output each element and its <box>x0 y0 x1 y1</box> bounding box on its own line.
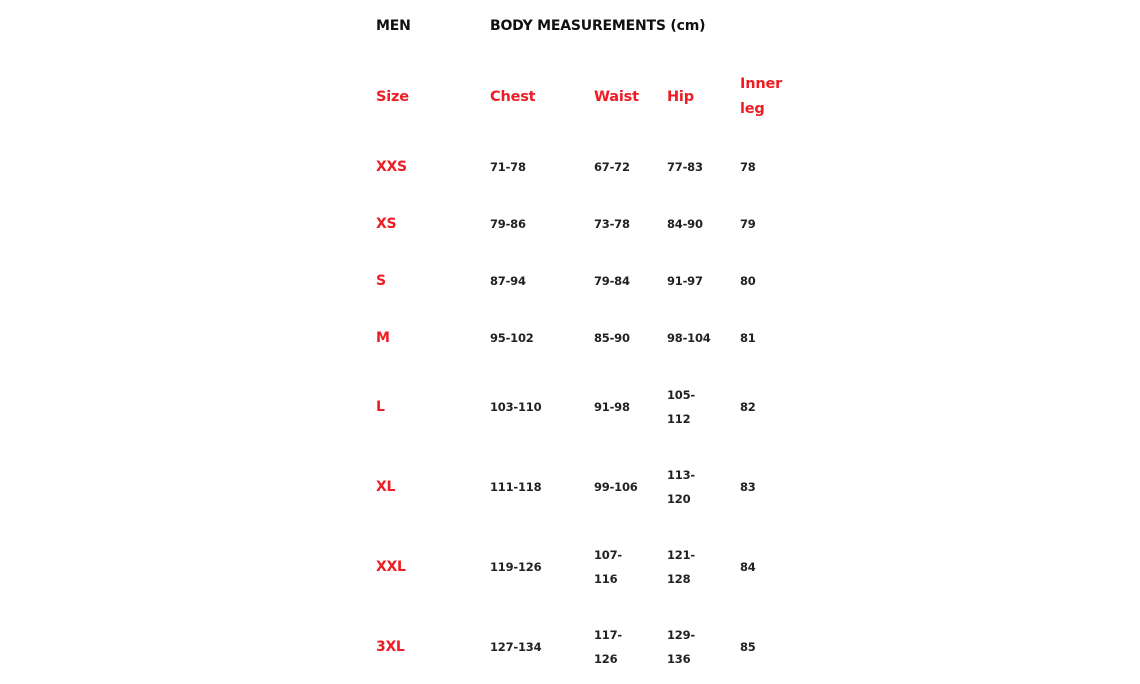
hip-value-line2: 112 <box>667 412 691 426</box>
size-label: 3XL <box>376 639 405 655</box>
chest-value: 71-78 <box>490 160 526 174</box>
waist-value-line2: 126 <box>594 652 618 666</box>
inner-leg-value: 84 <box>740 560 756 574</box>
size-label: XL <box>376 479 396 495</box>
chest-value: 79-86 <box>490 217 526 231</box>
chest-value: 87-94 <box>490 274 526 288</box>
table-row <box>376 383 796 431</box>
header-inner-leg-line1: Inner <box>740 76 783 92</box>
size-label: L <box>376 399 385 415</box>
size-label: S <box>376 273 386 289</box>
size-label: XXL <box>376 559 406 575</box>
header-row <box>376 72 796 122</box>
chest-value: 111-118 <box>490 480 542 494</box>
hip-value: 98-104 <box>667 331 711 345</box>
inner-leg-value: 82 <box>740 400 756 414</box>
waist-value <box>594 543 622 591</box>
inner-leg-value: 78 <box>740 160 756 174</box>
waist-value: 73-78 <box>594 217 630 231</box>
waist-value <box>594 623 622 671</box>
table-row <box>376 156 796 178</box>
size-chart-table <box>376 0 796 684</box>
section-label: BODY MEASUREMENTS (cm) <box>490 18 706 34</box>
waist-value-line2: 116 <box>594 572 618 586</box>
header-waist: Waist <box>594 89 639 105</box>
table-row <box>376 463 796 511</box>
hip-value-line2: 136 <box>667 652 691 666</box>
size-label: XS <box>376 216 397 232</box>
table-row <box>376 623 796 671</box>
title-row <box>376 18 796 40</box>
waist-value: 85-90 <box>594 331 630 345</box>
size-label: XXS <box>376 159 407 175</box>
waist-value: 91-98 <box>594 400 630 414</box>
waist-value: 79-84 <box>594 274 630 288</box>
inner-leg-value: 85 <box>740 640 756 654</box>
size-label: M <box>376 330 390 346</box>
waist-value: 99-106 <box>594 480 638 494</box>
waist-value-line1: 107- <box>594 548 622 562</box>
hip-value: 77-83 <box>667 160 703 174</box>
inner-leg-value: 80 <box>740 274 756 288</box>
header-chest: Chest <box>490 89 536 105</box>
table-row <box>376 213 796 235</box>
header-size: Size <box>376 89 409 105</box>
header-inner-leg <box>740 72 782 122</box>
waist-value-line1: 117- <box>594 628 622 642</box>
hip-value <box>667 383 695 431</box>
hip-value <box>667 623 695 671</box>
header-hip: Hip <box>667 89 694 105</box>
hip-value-line1: 121- <box>667 548 695 562</box>
hip-value: 84-90 <box>667 217 703 231</box>
chest-value: 119-126 <box>490 560 542 574</box>
waist-value: 67-72 <box>594 160 630 174</box>
inner-leg-value: 83 <box>740 480 756 494</box>
hip-value-line1: 105- <box>667 388 695 402</box>
inner-leg-value: 79 <box>740 217 756 231</box>
header-inner-leg-line2: leg <box>740 101 765 117</box>
hip-value-line2: 128 <box>667 572 691 586</box>
hip-value-line1: 113- <box>667 468 695 482</box>
table-row <box>376 270 796 292</box>
chest-value: 95-102 <box>490 331 534 345</box>
hip-value: 91-97 <box>667 274 703 288</box>
hip-value <box>667 463 695 511</box>
hip-value-line2: 120 <box>667 492 691 506</box>
hip-value <box>667 543 695 591</box>
table-row <box>376 543 796 591</box>
inner-leg-value: 81 <box>740 331 756 345</box>
chest-value: 127-134 <box>490 640 542 654</box>
chest-value: 103-110 <box>490 400 542 414</box>
gender-label: MEN <box>376 18 411 34</box>
table-row <box>376 327 796 349</box>
hip-value-line1: 129- <box>667 628 695 642</box>
